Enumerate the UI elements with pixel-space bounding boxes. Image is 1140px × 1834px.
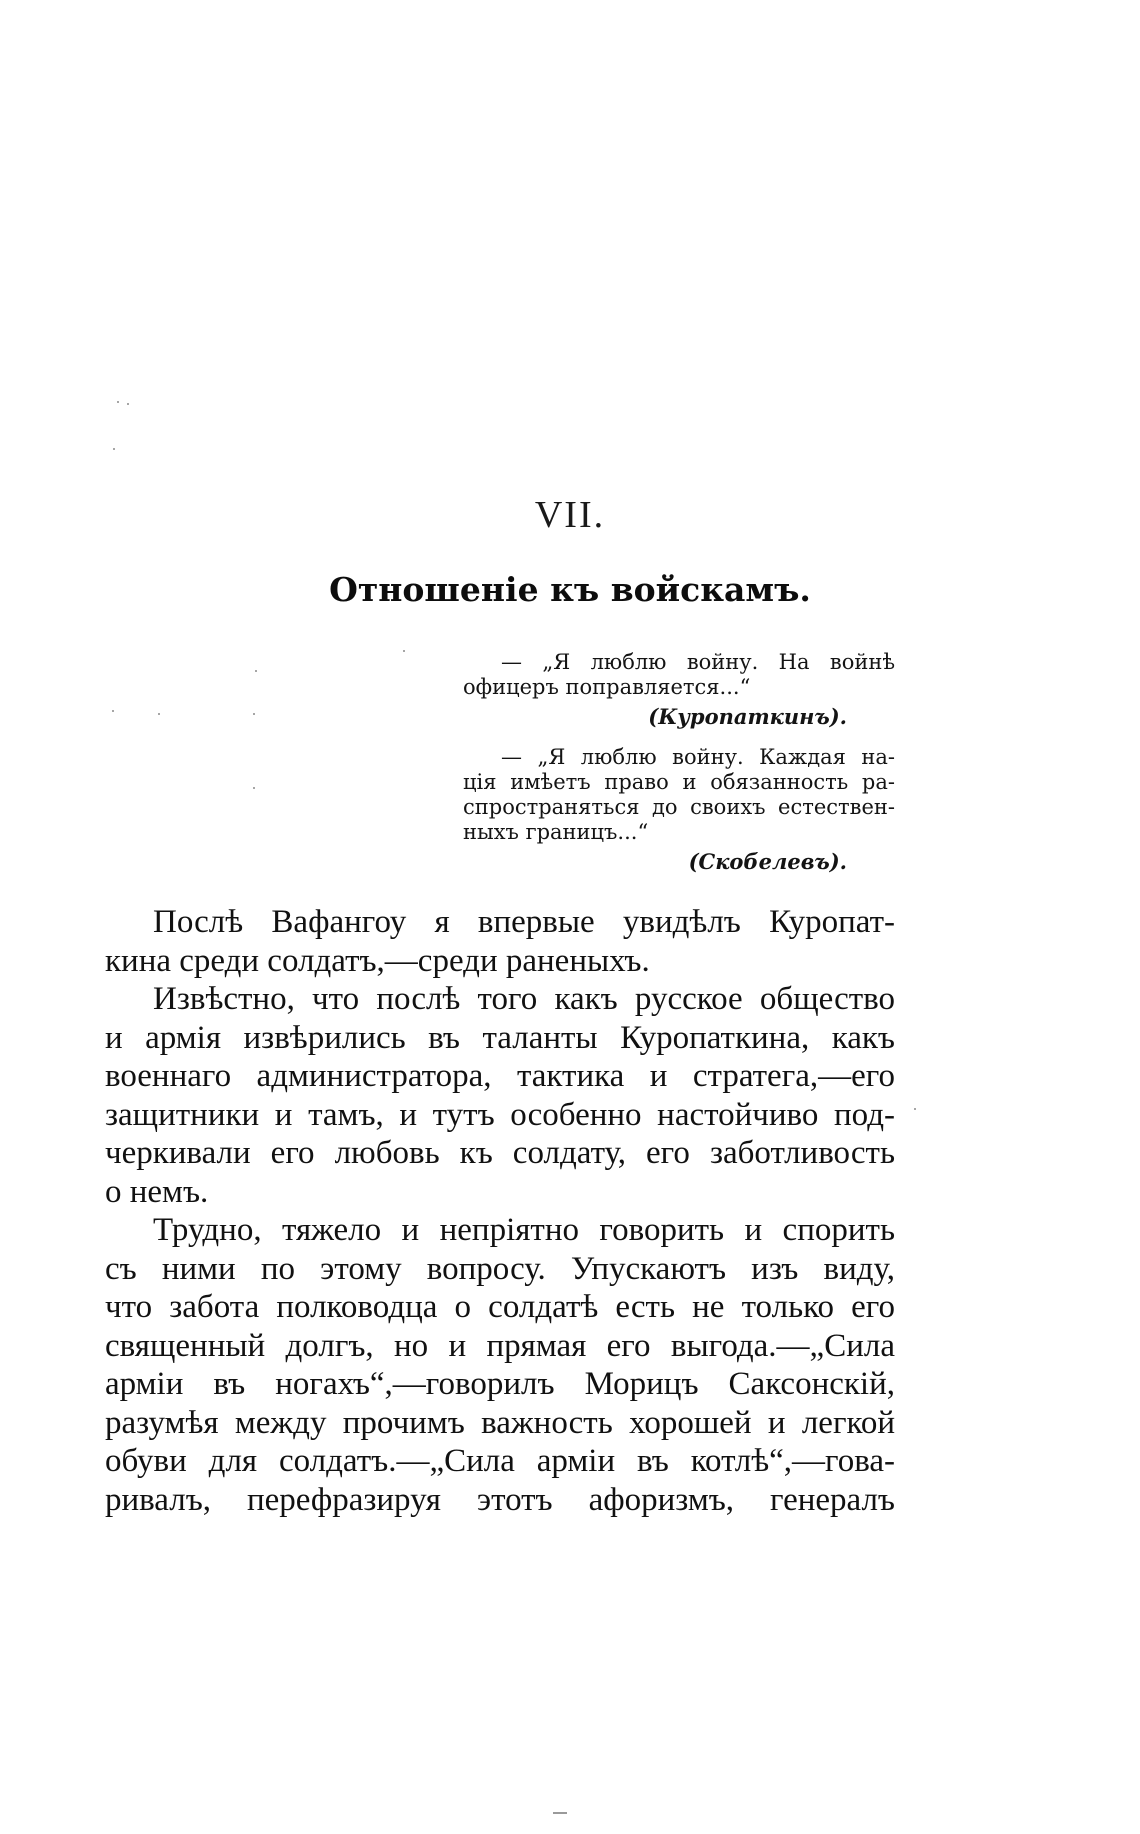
chapter-number: VII. (534, 494, 606, 536)
scan-speck (914, 1108, 916, 1110)
scan-speck (403, 650, 405, 652)
text-line: ривалъ, перефразируя этотъ афоризмъ, генералъ (105, 1481, 895, 1518)
epigraph-line: офицеръ поправляется...“ (463, 675, 751, 699)
text-line: обуви для солдатъ.—„Сила арміи въ котлѣ“,—гова- (105, 1443, 895, 1479)
scan-speck (113, 448, 115, 450)
epigraph-line: спространяться до своихъ естествен- (463, 795, 895, 819)
text-line: съ ними по этому вопросу. Упускаютъ изъ виду, (105, 1250, 895, 1287)
text-line: Послѣ Вафангоу я впервые увидѣлъ Куропат- (153, 904, 895, 940)
text-line: что забота полководца о солдатѣ есть не только его (105, 1289, 895, 1325)
epigraph-kuropatkin (463, 650, 895, 729)
scan-speck (253, 713, 255, 715)
body-text (105, 903, 895, 1519)
scan-speck (112, 710, 114, 712)
text-line: и армія извѣрились въ таланты Куропаткина, какъ (105, 1019, 895, 1056)
text-line: разумѣя между прочимъ важность хорошей и легкой (105, 1404, 895, 1441)
footer-mark (553, 1812, 567, 1814)
text-line: защитники и тамъ, и тутъ особенно настойчиво под- (105, 1096, 895, 1133)
chapter-title: Отношеніе къ войскамъ. (329, 570, 811, 609)
text-line: Трудно, тяжело и непріятно говорить и спорить (153, 1212, 895, 1248)
epigraph-skobelev (463, 745, 895, 874)
text-line: черкивали его любовь къ солдату, его заботливость (105, 1135, 895, 1171)
scan-speck (255, 670, 257, 672)
scan-speck (158, 713, 160, 715)
text-line: арміи въ ногахъ“,—говорилъ Морицъ Саксонскій, (105, 1366, 895, 1402)
text-line: о немъ. (105, 1173, 209, 1210)
text-line: священный долгъ, но и прямая его выгода.—„Сила (105, 1327, 895, 1364)
epigraph-source: (Скобелевъ). (688, 849, 847, 874)
scan-speck (253, 787, 255, 789)
epigraph-line: ція имѣетъ право и обязанность ра- (463, 770, 895, 794)
scan-speck (127, 403, 129, 405)
text-line: кина среди солдатъ,—среди раненыхъ. (105, 942, 650, 979)
text-line: Извѣстно, что послѣ того какъ русское общество (153, 981, 895, 1017)
epigraph-line: ныхъ границъ...“ (463, 820, 649, 844)
scan-speck (117, 401, 119, 403)
epigraph-line: — „Я люблю войну. На войнѣ (501, 650, 895, 674)
epigraph-line: — „Я люблю войну. Каждая на- (501, 745, 895, 769)
text-line: военнаго администратора, тактика и стратега,—его (105, 1058, 895, 1094)
epigraph-source: (Куропаткинъ). (648, 704, 847, 729)
